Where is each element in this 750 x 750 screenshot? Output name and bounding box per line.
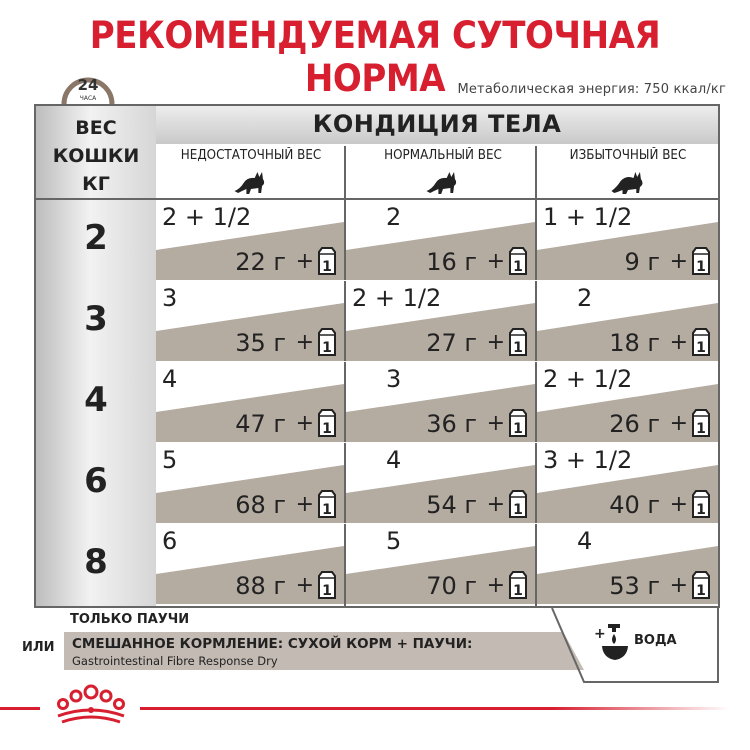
plus-sign: + xyxy=(486,411,505,436)
dry-food-amount: 6 xyxy=(162,527,178,555)
dry-food-amount: 3 xyxy=(162,284,178,312)
plus-sign: + xyxy=(295,573,314,598)
plus-sign: + xyxy=(295,330,314,355)
wet-food-grams: 26 г xyxy=(609,410,660,438)
wet-food-grams: 18 г xyxy=(609,329,660,357)
row-divider xyxy=(156,442,718,443)
pouch-count: 1 xyxy=(696,502,706,518)
wet-food-grams: 40 г xyxy=(609,491,660,519)
plus-sign: + xyxy=(295,249,314,274)
pouch-icon xyxy=(507,246,529,276)
water-bowl-icon xyxy=(594,618,630,664)
dry-food-amount: 5 xyxy=(386,527,402,555)
dry-food-amount: 2 + 1/2 xyxy=(162,203,252,231)
cat-icon xyxy=(610,169,647,195)
wet-food-grams: 36 г xyxy=(426,410,477,438)
feeding-cell xyxy=(156,362,344,442)
dry-product-name: Gastrointestinal Fibre Response Dry xyxy=(72,654,278,668)
pouch-count: 1 xyxy=(696,340,706,356)
weight-value: 4 xyxy=(84,380,108,420)
weight-value: 3 xyxy=(84,299,108,339)
feeding-cell xyxy=(346,524,535,604)
pouch-icon xyxy=(316,246,338,276)
wet-food-grams: 9 г xyxy=(624,248,660,276)
pouch-icon xyxy=(316,327,338,357)
pouch-count: 1 xyxy=(322,583,332,599)
dry-food-amount: 2 + 1/2 xyxy=(543,365,633,393)
plus-sign: + xyxy=(486,249,505,274)
pouch-icon xyxy=(507,489,529,519)
dry-food-amount: 3 xyxy=(386,365,402,393)
body-condition-title: КОНДИЦИЯ ТЕЛА xyxy=(312,110,562,138)
dry-food-amount: 3 + 1/2 xyxy=(543,446,633,474)
brand-line xyxy=(140,707,730,710)
pouch-icon xyxy=(316,408,338,438)
weight-value: 6 xyxy=(84,461,108,501)
plus-sign: + xyxy=(669,492,688,517)
dry-food-amount: 4 xyxy=(577,527,593,555)
cat-icon xyxy=(233,169,270,195)
feeding-cell xyxy=(156,443,344,523)
feeding-cell xyxy=(537,281,718,361)
wet-food-grams: 53 г xyxy=(609,572,660,600)
wet-food-grams: 54 г xyxy=(426,491,477,519)
plus-sign: + xyxy=(486,492,505,517)
pouch-icon xyxy=(316,570,338,600)
pouch-count: 1 xyxy=(322,421,332,437)
clock-24-icon xyxy=(58,70,118,106)
pouch-count: 1 xyxy=(322,502,332,518)
brand-line xyxy=(0,707,40,710)
pouch-count: 1 xyxy=(513,502,523,518)
wet-food-grams: 16 г xyxy=(426,248,477,276)
dry-food-amount: 4 xyxy=(162,365,178,393)
wet-food-grams: 35 г xyxy=(235,329,286,357)
pouch-count: 1 xyxy=(513,421,523,437)
wet-food-grams: 47 г xyxy=(235,410,286,438)
plus-sign: + xyxy=(486,573,505,598)
pouch-count: 1 xyxy=(513,583,523,599)
feeding-cell xyxy=(156,524,344,604)
row-divider xyxy=(156,280,718,281)
feeding-cell xyxy=(346,362,535,442)
page-title: РЕКОМЕНДУЕМАЯ СУТОЧНАЯ НОРМА xyxy=(89,14,661,100)
wet-food-grams: 70 г xyxy=(426,572,477,600)
feeding-cell xyxy=(156,281,344,361)
pouch-count: 1 xyxy=(513,259,523,275)
pouch-count: 1 xyxy=(322,340,332,356)
pouch-icon xyxy=(690,327,712,357)
row-divider xyxy=(156,361,718,362)
column-header-normal: НОРМАЛЬНЫЙ ВЕС xyxy=(356,148,531,198)
pouch-count: 1 xyxy=(696,583,706,599)
feeding-cell xyxy=(537,524,718,604)
feeding-table xyxy=(34,104,720,608)
wet-food-grams: 88 г xyxy=(235,572,286,600)
feeding-cell xyxy=(156,200,344,280)
or-label: ИЛИ xyxy=(22,640,55,655)
dry-food-amount: 5 xyxy=(162,446,178,474)
pouch-icon xyxy=(690,408,712,438)
plus-sign: + xyxy=(669,411,688,436)
pouch-count: 1 xyxy=(322,259,332,275)
pouch-icon xyxy=(507,570,529,600)
pouch-count: 1 xyxy=(513,340,523,356)
pouch-icon xyxy=(690,489,712,519)
feeding-cell xyxy=(537,200,718,280)
feeding-cell xyxy=(537,362,718,442)
weight-value: 2 xyxy=(84,218,108,258)
pouch-icon xyxy=(316,489,338,519)
dry-food-amount: 2 + 1/2 xyxy=(352,284,442,312)
plus-sign: + xyxy=(669,330,688,355)
wet-food-grams: 22 г xyxy=(235,248,286,276)
column-header-overweight: ИЗБЫТОЧНЫЙ ВЕС xyxy=(545,148,711,198)
dry-food-amount: 4 xyxy=(386,446,402,474)
pouch-icon xyxy=(690,246,712,276)
pouch-icon xyxy=(690,570,712,600)
pouch-count: 1 xyxy=(696,259,706,275)
svg-text:+: + xyxy=(594,626,606,642)
plus-sign: + xyxy=(669,249,688,274)
feeding-cell xyxy=(537,443,718,523)
weight-header: ВЕС КОШКИ КГ xyxy=(52,117,140,195)
pouch-icon xyxy=(507,327,529,357)
royal-canin-crown-logo xyxy=(48,680,134,726)
plus-sign: + xyxy=(295,411,314,436)
pouch-icon xyxy=(507,408,529,438)
pouch-count: 1 xyxy=(696,421,706,437)
feeding-cell xyxy=(346,443,535,523)
row-divider xyxy=(156,523,718,524)
dry-food-amount: 2 xyxy=(386,203,402,231)
svg-text:24: 24 xyxy=(77,76,99,94)
cat-icon xyxy=(425,169,462,195)
svg-text:ЧАСА: ЧАСА xyxy=(79,95,97,102)
plus-sign: + xyxy=(669,573,688,598)
column-header-underweight: НЕДОСТАТОЧНЫЙ ВЕС xyxy=(164,148,339,198)
feeding-cell xyxy=(346,281,535,361)
wet-food-grams: 68 г xyxy=(235,491,286,519)
dry-food-amount: 1 + 1/2 xyxy=(543,203,633,231)
plus-sign: + xyxy=(295,492,314,517)
pouch-only-label: ТОЛЬКО ПАУЧИ xyxy=(70,612,190,627)
dry-food-amount: 2 xyxy=(577,284,593,312)
mixed-feeding-label: СМЕШАННОЕ КОРМЛЕНИЕ: СУХОЙ КОРМ + ПАУЧИ: xyxy=(72,636,473,652)
water-label: ВОДА xyxy=(634,633,677,648)
plus-sign: + xyxy=(486,330,505,355)
wet-food-grams: 27 г xyxy=(426,329,477,357)
weight-value: 8 xyxy=(84,542,108,582)
metabolic-energy: Метаболическая энергия: 750 ккал/кг xyxy=(457,82,726,97)
feeding-cell xyxy=(346,200,535,280)
